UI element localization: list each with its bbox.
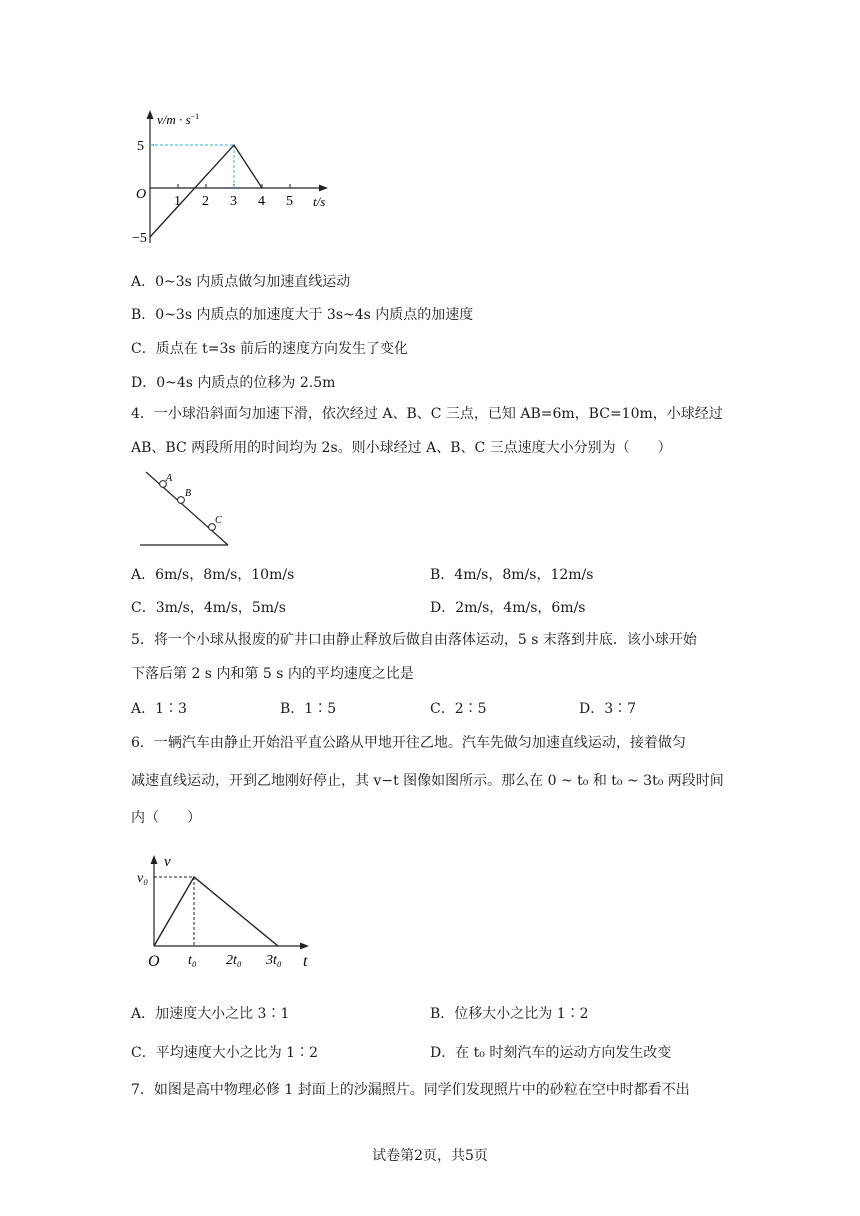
label-b: B [185, 488, 192, 499]
q6-stem-line1: 6．一辆汽车由静止开始沿平直公路从甲地开往乙地。汽车先做匀加速直线运动，接着做匀 [131, 735, 686, 751]
x-tick-4: 4 [258, 194, 265, 209]
y-axis-label: v [164, 854, 171, 870]
q6-option-d: D．在 t₀ 时刻汽车的运动方向发生改变 [430, 1045, 672, 1061]
label-a: A [166, 473, 173, 484]
q5-stem-line1: 5．将一个小球从报废的矿井口由静止释放后做自由落体运动，5 s 末落到井底．该小球开始 [131, 632, 697, 648]
x-tick-2t0: 2t₀ [226, 953, 242, 968]
origin-label: O [148, 953, 160, 970]
tick-label-5: 5 [137, 139, 144, 154]
q5-option-d: D．3∶7 [579, 701, 637, 717]
y-axis-arrow [147, 110, 154, 119]
velocity-line [150, 145, 262, 237]
q3-option-c: C．质点在 t=3s 前后的速度方向发生了变化 [131, 341, 409, 357]
x-tick-2: 2 [202, 194, 209, 209]
q6-option-b: B．位移大小之比为 1∶2 [430, 1006, 589, 1022]
q7-stem-line1: 7．如图是高中物理必修 1 封面上的沙漏照片。同学们发现照片中的砂粒在空中时都看不出 [131, 1082, 690, 1098]
q6-option-c: C．平均速度大小之比为 1∶2 [131, 1045, 318, 1061]
q6-stem-line2: 减速直线运动，开到乙地刚好停止，其 v−t 图像如图所示。那么在 0 ~ t₀ 和 t₀ ~ 3t₀ 两段时间 [131, 773, 724, 789]
q3-option-a: A．0~3s 内质点做匀加速直线运动 [131, 274, 351, 290]
q5-option-a: A．1∶3 [131, 701, 187, 717]
incline-surface [146, 472, 228, 545]
q5-option-c: C．2∶5 [430, 701, 487, 717]
origin-label: O [136, 187, 147, 202]
ball-b [178, 497, 185, 504]
x-tick-3: 3 [230, 194, 237, 209]
q6-option-a: A．加速度大小之比 3∶1 [131, 1006, 290, 1022]
q4-stem-line2: AB、BC 两段所用的时间均为 2s。则小球经过 A、B、C 三点速度大小分别为（ ） [131, 440, 672, 456]
q4-option-d: D．2m/s，4m/s，6m/s [430, 600, 586, 616]
v0-label: v₀ [137, 871, 149, 886]
x-tick-1: 1 [174, 194, 181, 209]
velocity-line [154, 877, 278, 946]
label-c: C [215, 515, 222, 526]
y-axis-arrow [151, 855, 158, 864]
tick-label-neg5: −5 [132, 231, 147, 246]
x-tick-5: 5 [286, 194, 293, 209]
q3-option-b: B．0~3s 内质点的加速度大于 3s~4s 内质点的加速度 [131, 307, 474, 323]
x-tick-t0: t₀ [188, 953, 197, 968]
q5-option-b: B．1∶5 [280, 701, 337, 717]
x-axis-label: t/s [313, 194, 326, 209]
q4-option-b: B．4m/s，8m/s，12m/s [430, 567, 594, 583]
q4-option-c: C．3m/s，4m/s，5m/s [131, 600, 286, 616]
q4-stem-line1: 4．一小球沿斜面匀加速下滑，依次经过 A、B、C 三点，已知 AB=6m，BC=10m，小球经过 [131, 406, 723, 422]
page-footer: 试卷第2页，共5页 [372, 1148, 488, 1164]
q5-stem-line2: 下落后第 2 s 内和第 5 s 内的平均速度之比是 [131, 666, 414, 682]
velocity-time-graph-2 [132, 852, 322, 972]
x-axis-arrow [319, 185, 328, 192]
q3-option-d: D．0~4s 内质点的位移为 2.5m [131, 375, 336, 391]
q4-option-a: A．6m/s，8m/s，10m/s [131, 567, 295, 583]
x-axis-label: t [303, 953, 308, 970]
q6-stem-line3: 内（ ） [131, 810, 201, 826]
x-tick-3t0: 3t₀ [266, 953, 282, 968]
x-axis-arrow [300, 943, 309, 950]
velocity-time-graph-1 [130, 108, 340, 253]
incline-figure [136, 470, 236, 550]
y-axis-label: $v/m \cdot s^{-1}$ [157, 112, 200, 127]
